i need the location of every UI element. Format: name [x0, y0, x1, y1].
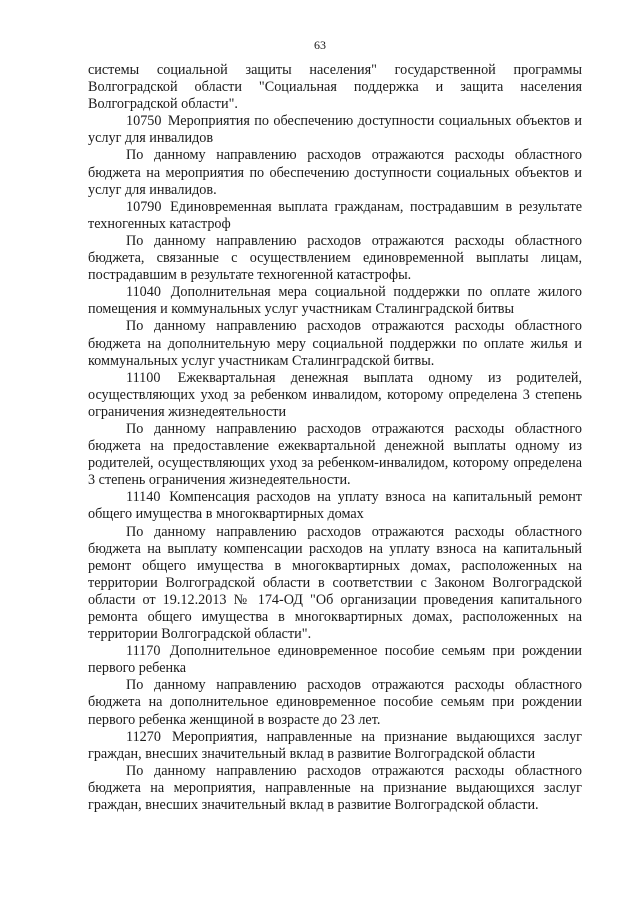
- section-heading-11100: [88, 370, 582, 421]
- continuation-paragraph: системы социальной защиты населения" государственной программы Волгоградской области "Социальная поддержка и защита населения Волгоградской области".: [88, 62, 582, 113]
- section-description: По данному направлению расходов отражаются расходы областного бюджета, связанные с осуществлением единовременной выплаты лицам, пострадавшим в результате техногенной катастрофы.: [88, 232, 582, 284]
- section-heading-11270: [88, 729, 582, 763]
- section-code: 11170: [126, 643, 161, 660]
- section-code: 10750: [126, 113, 162, 130]
- section-title: Дополнительное единовременное пособие семьям при рождении первого ребенка: [88, 643, 582, 677]
- section-heading-11040: [88, 284, 582, 318]
- page-number: 63: [314, 38, 326, 52]
- section-code: 11270: [126, 728, 161, 745]
- section-heading-10750: [88, 113, 582, 147]
- section-heading-11140: [88, 489, 582, 523]
- section-title: Ежеквартальная денежная выплата одному из родителей, осуществляющих уход за ребенком инвалидом, которому определена 3 степень ограничения жизнедеятельности: [88, 369, 582, 420]
- section-heading-11170: [88, 643, 582, 677]
- section-description: По данному направлению расходов отражаются расходы областного бюджета на мероприятия по обеспечению доступности социальных объектов и услуг для инвалидов.: [88, 147, 582, 198]
- section-code: 11140: [126, 489, 161, 506]
- section-heading-10790: [88, 199, 582, 233]
- section-code: 11040: [126, 284, 161, 301]
- document-body: [88, 62, 582, 814]
- section-description: По данному направлению расходов отражаются расходы областного бюджета на мероприятия, направленные на признание выдающихся заслуг граждан, внесших значительный вклад в развитие Волгоградской области.: [88, 762, 582, 814]
- section-description: По данному направлению расходов отражаются расходы областного бюджета на дополнительное единовременное пособие семьям при рождении первого ребенка женщиной в возрасте до 23 лет.: [88, 677, 582, 728]
- section-title: Дополнительная мера социальной поддержки по оплате жилого помещения и коммунальных услуг участникам Сталинградской битвы: [88, 284, 583, 318]
- section-code: 10790: [126, 198, 162, 215]
- section-code: 11100: [126, 369, 161, 386]
- section-description: По данному направлению расходов отражаются расходы областного бюджета на предоставление ежеквартальной денежной выплаты одному из родителей, осуществляющих уход за ребенком-инвалидом, которому определена 3 степень ограничения жизнедеятельности.: [88, 420, 582, 489]
- section-description: По данному направлению расходов отражаются расходы областного бюджета на выплату компенсации расходов на уплату взноса на капитальный ремонт общего имущества в многоквартирных домах, расположенных на территории Волгоградской области в соответствии с Законом Волгоградской области от 19.12.2013 № 174-ОД "Об организации проведения капитального ремонта общего имущества в многоквартирных домах, расположенных на территории Волгоградской области".: [88, 523, 582, 643]
- section-title: Мероприятия, направленные на признание выдающихся заслуг граждан, внесших значительный вклад в развитие Волгоградской области: [88, 728, 582, 762]
- section-title: Единовременная выплата гражданам, пострадавшим в результате техногенных катастроф: [88, 198, 582, 232]
- section-description: По данному направлению расходов отражаются расходы областного бюджета на дополнительную меру социальной поддержки по оплате жилья и коммунальных услуг участникам Сталинградской битвы.: [88, 318, 582, 369]
- section-title: Мероприятия по обеспечению доступности социальных объектов и услуг для инвалидов: [88, 113, 582, 147]
- section-title: Компенсация расходов на уплату взноса на капитальный ремонт общего имущества в многоквартирных домах: [88, 489, 582, 523]
